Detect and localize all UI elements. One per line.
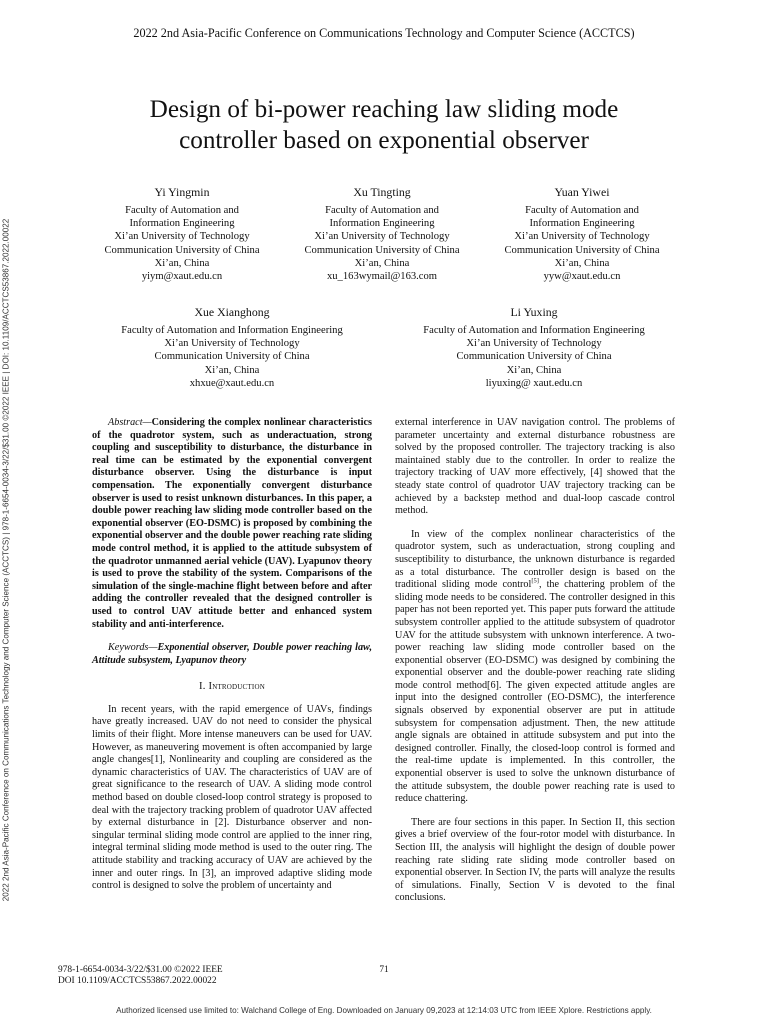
keywords-text: Exponential observer, Double power reaching law, Attitude subsystem, Lyapunov theory (92, 642, 372, 666)
keywords (92, 642, 372, 667)
author-affil: Xi’an University of Technology (164, 338, 300, 350)
author-name: Yuan Yiwei (554, 185, 610, 199)
conference-header: 2022 2nd Asia-Pacific Conference on Communications Technology and Computer Science (ACCTCS) (133, 26, 635, 40)
author-email: xhxue@xaut.edu.cn (189, 377, 275, 389)
author-name: Li Yuxing (510, 305, 558, 319)
author-affil: Communication University of China (104, 244, 260, 256)
abstract (92, 417, 372, 631)
author-email: liyuxing@ xaut.edu.cn (485, 377, 583, 389)
author-affil: Xi’an University of Technology (514, 231, 650, 243)
page-number: 71 (379, 965, 389, 975)
intro-paragraph-3-a: In view of the complex nonlinear characteristics of the quadrotor system, such as underactuation, strong coupling and susceptibility to disturbance, the unknown disturbance is regarded as a total disturbance. The controller design is based on the traditional sliding mode control (395, 528, 675, 591)
author-affil: Xi’an, China (506, 364, 562, 376)
intro-paragraph-4: There are four sections in this paper. In Section II, this section gives a brief overview of the four-rotor model with disturbance. In Section III, the analysis will highlight the design of double power reaching rate sliding rate sliding mode controller based on exponential observer. In Section IV, the parts will analyze the results of simulations. Finally, Section V is devoted to the final conclusions. (395, 816, 675, 904)
paper-title (84, 94, 684, 156)
right-column (395, 417, 675, 905)
author-email: yyw@xaut.edu.cn (543, 271, 621, 283)
side-doi-text: 2022 2nd Asia-Pacific Conference on Communications Technology and Computer Science (ACCTCS) | 978-1-6654-0034-3/22/$31.00 ©2022 IEEE | DOI: 10.1109/ACCTCS53867.2022.00022 (1, 218, 11, 902)
license-notice: Authorized licensed use limited to: Walchand College of Eng. Downloaded on January 09,2023 at 12:14:03 UTC from IEEE Xplore. Restrictions apply. (116, 1006, 652, 1015)
author-affil: Communication University of China (504, 244, 660, 256)
author-block-1 (84, 185, 280, 283)
author-affil: Faculty of Automation and Information Engineering (121, 325, 343, 336)
author-block-3 (484, 185, 680, 283)
left-column (92, 417, 372, 893)
footer-doi: DOI 10.1109/ACCTCS53867.2022.00022 (58, 976, 217, 987)
author-affil: Faculty of Automation and (525, 205, 639, 216)
intro-paragraph-2: external interference in UAV navigation control. The problems of parameter uncertainty and external disturbance robustness are solved by the proposed controller. The trajectory tracking is also maintained stably due to the controller. In order to realize the trajectory tracking of UAV more effectively, [4] showed that the steady state control of quadrotor UAV trajectory tracking can be achieved by a backstep method and dual-loop cascade control method. (395, 417, 675, 517)
author-affil: Faculty of Automation and (325, 205, 439, 216)
author-affil: Xi’an, China (354, 257, 410, 269)
section-heading-introduction (92, 681, 372, 694)
citation-marker: [5] (531, 577, 539, 585)
footer-isbn: 978-1-6654-0034-3/22/$31.00 ©2022 IEEE (58, 965, 223, 975)
title-line-1: Design of bi-power reaching law sliding mode (149, 96, 619, 123)
abstract-lead: Abstract— (108, 417, 152, 428)
section-title: Introduction (208, 681, 265, 693)
author-email: yiym@xaut.edu.cn (141, 271, 223, 283)
author-email: xu_163wymail@163.com (326, 271, 438, 283)
author-affil: Faculty of Automation and Information Engineering (423, 325, 645, 336)
author-affil: Communication University of China (304, 244, 460, 256)
author-affil: Information Engineering (329, 218, 435, 230)
author-name: Xu Tingting (353, 185, 411, 199)
author-affil: Xi’an, China (554, 257, 610, 269)
author-affil: Communication University of China (154, 351, 310, 363)
keywords-lead: Keywords— (108, 642, 158, 654)
author-affil: Xi’an University of Technology (114, 231, 250, 243)
author-affil: Xi’an University of Technology (466, 338, 602, 350)
author-block-4 (96, 305, 368, 390)
title-line-2: controller based on exponential observer (179, 127, 589, 154)
author-affil: Faculty of Automation and (125, 205, 239, 216)
author-affil: Xi’an, China (204, 364, 260, 376)
author-affil: Communication University of China (456, 351, 612, 363)
intro-paragraph-3-b: , the chattering problem of the sliding mode needs to be considered. The controller designed in this paper has not been reported yet. This paper puts forward the attitude subsystem controller applied to the attitude subsystem of quadrotor UAV for the attitude subsystem with unknown interference. A two-power reaching law sliding mode controller based on the exponential observer (EO-DSMC) was designed by combining the exponential observer and the double-power reaching rate sliding mode control method[6]. The given expected attitude angles are input into the designed controller (EO-DSMC), the interference signals observed by exponential observer are put in attitude subsystem for compensation adjustment. Then, the new attitude angle signals are obtained in attitude subsystem and put into the designed controller. Finally, the closed-loop control is formed and the real-time update is implemented. In this controller, the exponential observer is used to solve the unknown disturbance of the attitude subsystem, the double power reaching rate is used to reduce chattering. (395, 579, 675, 805)
author-affil: Information Engineering (529, 218, 635, 230)
author-name: Yi Yingmin (154, 185, 210, 199)
author-block-2 (284, 185, 480, 283)
footer-ids (58, 965, 223, 987)
author-affil: Xi’an, China (154, 257, 210, 269)
intro-paragraph-1: In recent years, with the rapid emergence of UAVs, findings have greatly increased. UAV do not need to consider the physical limits of their flight. More intense maneuvers can be used for UAV. However, as maneuvering movement is often accompanied by large angle changes[1], Nonlinearity and coupling are considered as the dynamic characteristics of UAV. The characteristics of UAV are of great significance to the research of UAV. A sliding mode control method based on double closed-loop control strategy is proposed to deal with the trajectory tracking problem of quadrotor UAV affected by external disturbance in [2]. Disturbance observer and non-singular terminal sliding mode control are applied to the inner ring, integral terminal sliding mode method is used to the outer ring. The attitude stability and tracking accuracy of UAV are achieved by the inner and outer rings. In [3], an improved adaptive sliding mode control is designed to solve the problem of uncertainty and (92, 703, 372, 892)
abstract-text: Considering the complex nonlinear characteristics of the quadrotor system, such as underactuation, strong coupling and susceptibility to disturbance, the disturbance in real time can be estimated by the exponential convergent disturbance observer. Using the disturbance is input compensation. The exponentially convergent disturbance observer is used to resist unknown disturbances. In this paper, a double power reaching law sliding mode controller based on the exponential observer (EO-DSMC) is proposed by combining the exponential observer and the double power reaching rate sliding mode control method, it is applied to the attitude subsystem of the quadrotor unmanned aerial vehicle (UAV). Lyapunov theory is used to prove the stability of the system. Comparisons of the simulation of the single-machine flight between before and after adding the controller revealed that the designed controller is used to control UAV attitude better and enhanced system stability and anti-interference. (92, 417, 372, 630)
author-affil: Information Engineering (129, 218, 235, 230)
author-affil: Xi’an University of Technology (314, 231, 450, 243)
author-block-5 (398, 305, 670, 390)
author-name: Xue Xianghong (194, 305, 270, 319)
intro-paragraph-3 (395, 529, 675, 806)
section-number: I. (199, 681, 206, 693)
